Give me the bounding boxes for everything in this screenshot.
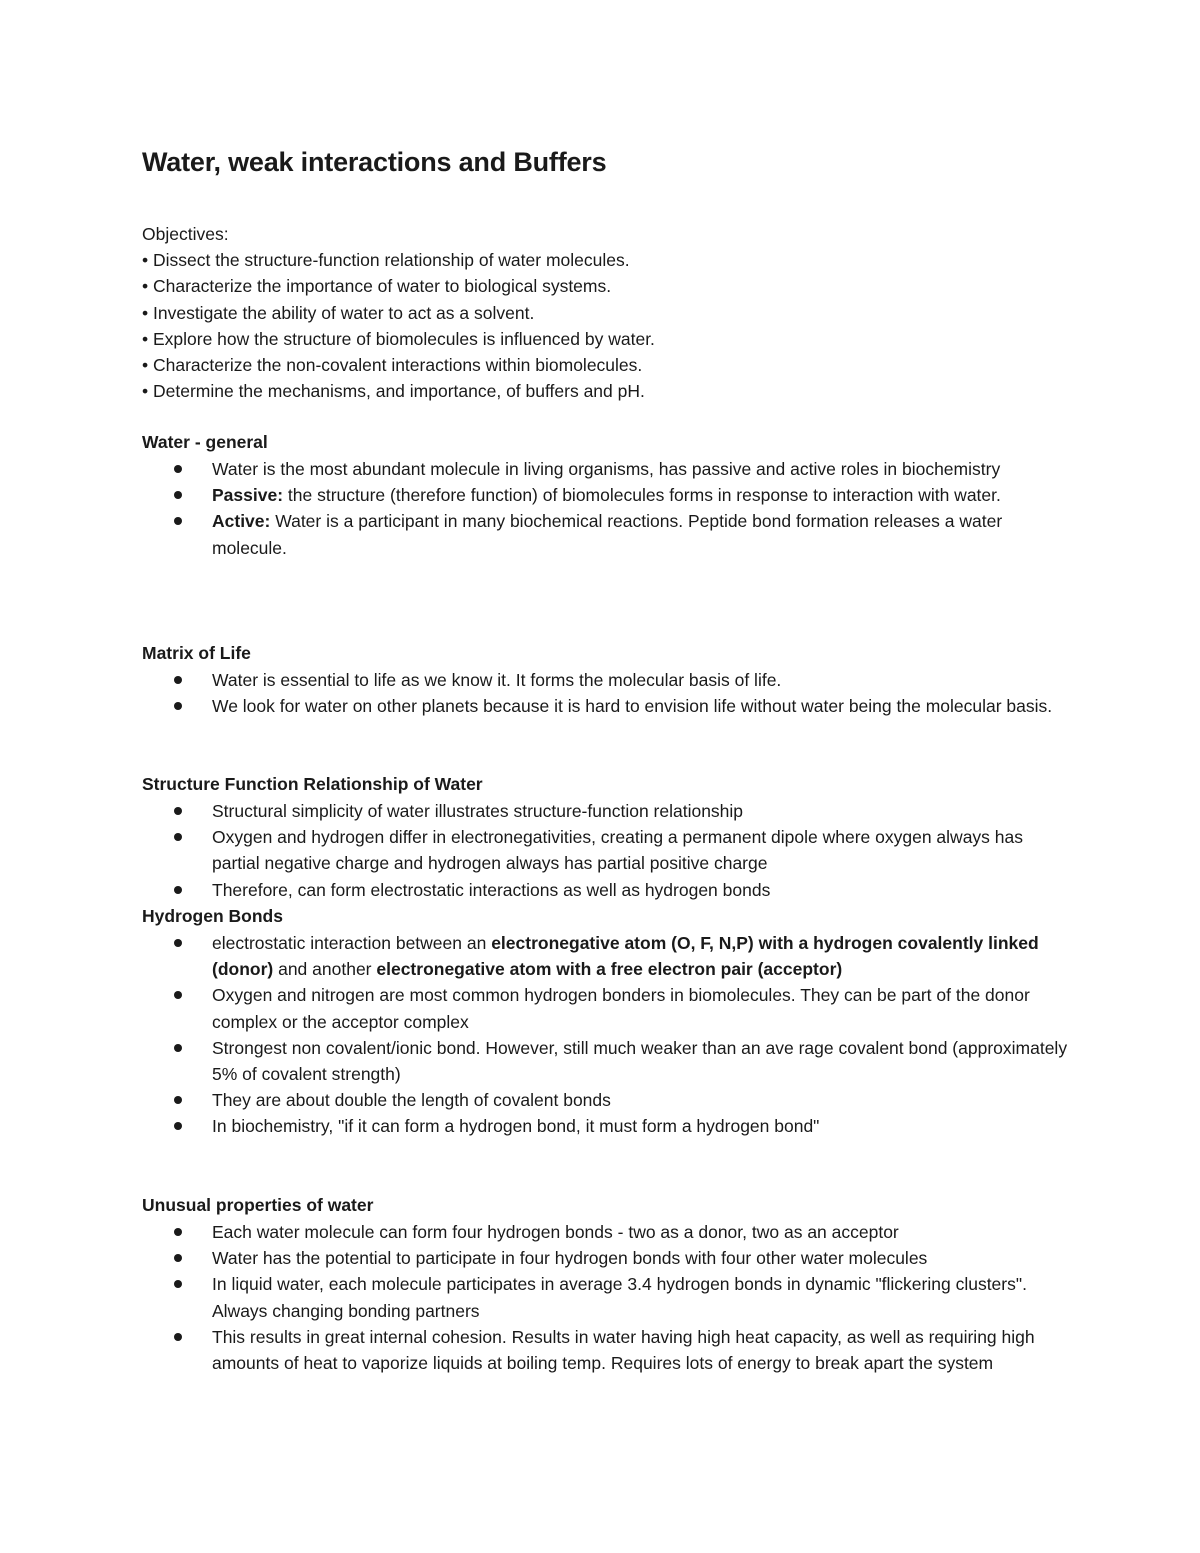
- list-item: Therefore, can form electrostatic interactions as well as hydrogen bonds: [142, 877, 1072, 903]
- objective-item: • Explore how the structure of biomolecules is influenced by water.: [142, 328, 655, 349]
- bullet-icon: [174, 1044, 182, 1052]
- heading-unusual-properties: Unusual properties of water: [142, 1195, 374, 1215]
- heading-water-general: Water - general: [142, 432, 268, 452]
- objective-item: • Characterize the non-covalent interactions within biomolecules.: [142, 355, 643, 376]
- bullet-icon: [174, 676, 182, 684]
- list-item: Each water molecule can form four hydrogen bonds - two as a donor, two as an acceptor: [142, 1219, 1072, 1245]
- water-general-list: [142, 456, 1072, 561]
- bullet-icon: [174, 465, 182, 473]
- hydrogen-bonds-list: [142, 930, 1072, 1140]
- list-item: Oxygen and hydrogen differ in electronegativities, creating a permanent dipole where oxygen always has partial negative charge and hydrogen always has partial positive charge: [142, 824, 1072, 876]
- objective-item: • Investigate the ability of water to act as a solvent.: [142, 302, 535, 323]
- bullet-icon: [174, 833, 182, 841]
- list-item: Water is the most abundant molecule in living organisms, has passive and active roles in biochemistry: [142, 456, 1072, 482]
- matrix-list: [142, 667, 1072, 719]
- bullet-icon: [174, 1096, 182, 1104]
- list-item: They are about double the length of covalent bonds: [142, 1087, 1072, 1113]
- list-item: Oxygen and nitrogen are most common hydrogen bonders in biomolecules. They can be part of the donor complex or the acceptor complex: [142, 982, 1072, 1034]
- bullet-icon: [174, 702, 182, 710]
- list-item: Active: Water is a participant in many biochemical reactions. Peptide bond formation releases a water molecule.: [142, 508, 1072, 560]
- list-item: Water has the potential to participate in four hydrogen bonds with four other water molecules: [142, 1245, 1072, 1271]
- bullet-icon: [174, 491, 182, 499]
- document-title: Water, weak interactions and Buffers: [142, 147, 607, 177]
- list-item: electrostatic interaction between an electronegative atom (O, F, N,P) with a hydrogen covalently linked (donor) and another electronegative atom with a free electron pair (acceptor): [142, 930, 1072, 982]
- heading-hydrogen-bonds: Hydrogen Bonds: [142, 906, 283, 926]
- bullet-icon: [174, 1333, 182, 1341]
- bullet-icon: [174, 1122, 182, 1130]
- bullet-icon: [174, 1228, 182, 1236]
- structure-function-list: [142, 798, 1072, 903]
- list-item: Passive: the structure (therefore function) of biomolecules forms in response to interaction with water.: [142, 482, 1072, 508]
- list-item: Strongest non covalent/ionic bond. However, still much weaker than an ave rage covalent bond (approximately 5% of covalent strength): [142, 1035, 1072, 1087]
- bullet-icon: [174, 807, 182, 815]
- objectives-section: [142, 221, 655, 404]
- bullet-icon: [174, 886, 182, 894]
- unusual-properties-list: [142, 1219, 1072, 1376]
- list-item: Structural simplicity of water illustrates structure-function relationship: [142, 798, 1072, 824]
- list-item: Water is essential to life as we know it. It forms the molecular basis of life.: [142, 667, 1072, 693]
- heading-matrix-of-life: Matrix of Life: [142, 643, 251, 663]
- list-item: In biochemistry, "if it can form a hydrogen bond, it must form a hydrogen bond": [142, 1113, 1072, 1139]
- bullet-icon: [174, 939, 182, 947]
- objective-item: • Dissect the structure-function relationship of water molecules.: [142, 250, 630, 271]
- bullet-icon: [174, 991, 182, 999]
- bullet-icon: [174, 1254, 182, 1262]
- objective-item: • Determine the mechanisms, and importance, of buffers and pH.: [142, 381, 645, 402]
- bullet-icon: [174, 1280, 182, 1288]
- list-item: This results in great internal cohesion. Results in water having high heat capacity, as well as requiring high amounts of heat to vaporize liquids at boiling temp. Requires lots of energy to break apart the system: [142, 1324, 1072, 1376]
- list-item: We look for water on other planets because it is hard to envision life without water being the molecular basis.: [142, 693, 1072, 719]
- list-item: In liquid water, each molecule participates in average 3.4 hydrogen bonds in dynamic "flickering clusters". Always changing bonding partners: [142, 1271, 1072, 1323]
- objectives-label: Objectives:: [142, 224, 229, 244]
- bullet-icon: [174, 517, 182, 525]
- heading-structure-function: Structure Function Relationship of Water: [142, 774, 483, 794]
- objective-item: • Characterize the importance of water to biological systems.: [142, 276, 612, 297]
